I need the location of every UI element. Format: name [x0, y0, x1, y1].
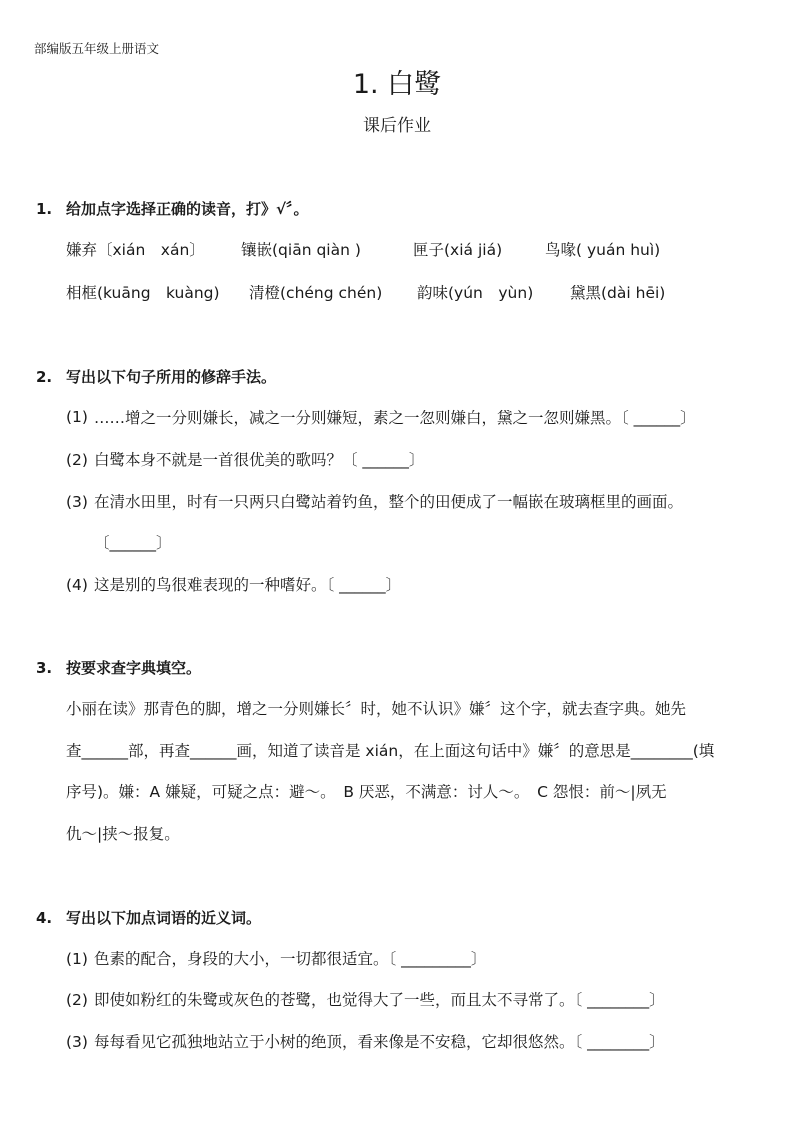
- q2-item-number: (1): [66, 408, 88, 426]
- q1-option: 匣子(xiá jiá): [413, 241, 503, 259]
- q1-option: 黛黑(dài hēi): [570, 284, 666, 302]
- q3-prompt: 按要求查字典填空。: [66, 659, 202, 677]
- q2-item-number: (4): [66, 576, 88, 594]
- q3-paragraph-line: 序号)。嫌：A 嫌疑，可疑之点：避～。 B 厌恶，不满意：讨人～。 C 怨恨：前～|夙无: [66, 783, 667, 801]
- q1-number: 1.: [36, 200, 53, 218]
- q2-number: 2.: [36, 368, 53, 386]
- q2-item-text: 白鹭本身不就是一首很优美的歌吗？〔 ______〕: [94, 451, 425, 469]
- q3-number: 3.: [36, 659, 53, 677]
- q4-item-number: (3): [66, 1033, 88, 1051]
- q4-item-number: (1): [66, 950, 88, 968]
- q1-option: 清橙(chéng chén): [249, 284, 383, 302]
- page-title: 1. 白鹭: [352, 69, 442, 100]
- q1-option: 相框(kuāng kuàng): [66, 284, 220, 302]
- q4-item-text: 即使如粉红的朱鹭或灰色的苍鹭，也觉得大了一些，而且太不寻常了。〔 ________〕: [94, 991, 665, 1009]
- q3-paragraph-line: 查______部，再查______画，知道了读音是 xián，在上面这句话中》嫌〞的意思是________(填: [66, 742, 715, 760]
- q2-item-text: 在清水田里，时有一只两只白鹭站着钓鱼，整个的田便成了一幅嵌在玻璃框里的画面。: [94, 493, 684, 511]
- page-header: 部编版五年级上册语文: [34, 41, 160, 56]
- q1-option: 鸟喙( yuán huì): [545, 241, 661, 259]
- q4-item-number: (2): [66, 991, 88, 1009]
- q2-prompt: 写出以下句子所用的修辞手法。: [66, 368, 277, 386]
- q2-item-text: 这是别的鸟很难表现的一种嗜好。〔 ______〕: [94, 576, 402, 594]
- q4-item-text: 每每看见它孤独地站立于小树的绝顶，看来像是不安稳，它却很悠然。〔 ________〕: [94, 1033, 665, 1051]
- q2-item-number: (3): [66, 493, 88, 511]
- q3-paragraph-line: 仇～|挟～报复。: [66, 825, 180, 843]
- q3-paragraph-line: 小丽在读》那青色的脚，增之一分则嫌长〞时，她不认识》嫌〞这个字，就去查字典。她先: [66, 700, 687, 718]
- q2-item-continuation: 〔______〕: [94, 534, 172, 552]
- q1-option: 镶嵌(qiān qiàn ): [241, 241, 361, 259]
- page-subtitle: 课后作业: [363, 116, 431, 136]
- q2-item-text: ……增之一分则嫌长，减之一分则嫌短，素之一忽则嫌白，黛之一忽则嫌黑。〔 ______〕: [94, 409, 696, 427]
- q2-item-number: (2): [66, 451, 88, 469]
- q1-option: 韵味(yún yùn): [417, 284, 534, 302]
- q1-option: 嫌弃〔xián xán〕: [66, 241, 205, 259]
- q1-prompt: 给加点字选择正确的读音，打》√〞。: [66, 200, 309, 218]
- q4-prompt: 写出以下加点词语的近义词。: [66, 909, 262, 927]
- q4-number: 4.: [36, 909, 53, 927]
- q4-item-text: 色素的配合，身段的大小，一切都很适宜。〔 _________〕: [94, 950, 487, 968]
